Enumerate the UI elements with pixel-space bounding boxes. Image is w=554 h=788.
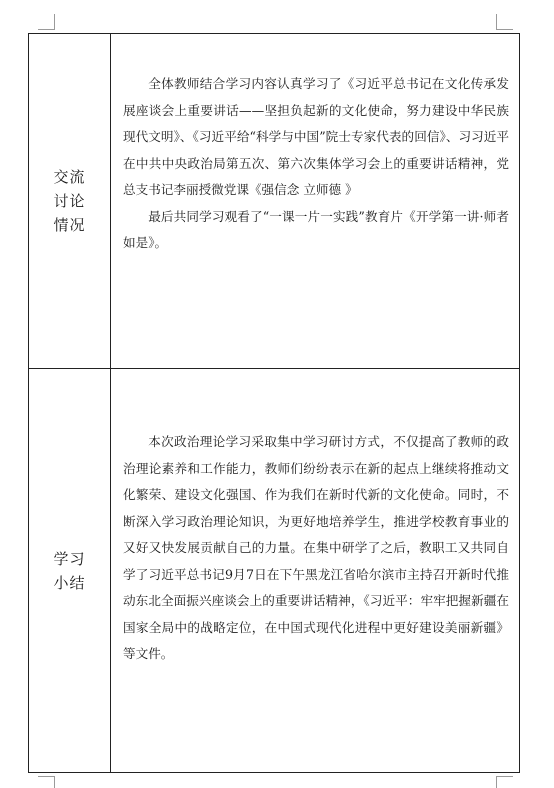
discussion-paragraph: 最后共同学习观看了“一课一片一实践”教育片《开学第一讲·师者如是》。 (123, 208, 509, 250)
discussion-paragraph: 全体教师结合学习内容认真学习了《习近平总书记在文化传承发展座谈会上重要讲话——坚担负起新的文化使命，努力建设中华民族现代文明》、《习近平给“科学与中国”院士专家代表的回信》、习习近平在中共中央政治局第五次、第六次集体学习会上的重要讲话精神，党总支书记李丽授微党课《强信念 立师德 》 (123, 76, 509, 197)
table-row (29, 34, 519, 369)
study-record-table (28, 33, 520, 773)
crop-mark (54, 14, 55, 30)
summary-paragraph: 本次政治理论学习采取集中学习研讨方式，不仅提高了教师的政治理论素养和工作能力，教师们纷纷表示在新的起点上继续将推动文化繁荣、建设文化强国、作为我们在新时代新的文化使命。同时，不断深入学习政治理论知识，为更好地培养学生，推进学校教育事业的又好又快发展贡献自己的力量。在集中研学了之后，教职工又共同自学了习近平总书记9月7日在下午黑龙江省哈尔滨市主持召开新时代推动东北全面振兴座谈会上的重要讲话精神，《习近平：牢牢把握新疆在国家全局中的战略定位，在中国式现代化进程中更好建设美丽新疆》等文件。 (123, 434, 509, 661)
row-label: 交流讨论情况 (53, 168, 86, 234)
crop-mark (497, 776, 513, 777)
row-label-cell (29, 34, 111, 368)
table-row (29, 369, 519, 773)
crop-mark (496, 14, 497, 30)
row-content-cell (111, 369, 519, 773)
crop-mark (496, 776, 497, 788)
row-content-cell (111, 34, 519, 368)
crop-mark (54, 776, 55, 788)
crop-mark (497, 29, 513, 30)
crop-mark (38, 776, 54, 777)
row-label: 学习小结 (53, 550, 86, 592)
row-label-cell (29, 369, 111, 773)
crop-mark (38, 29, 54, 30)
